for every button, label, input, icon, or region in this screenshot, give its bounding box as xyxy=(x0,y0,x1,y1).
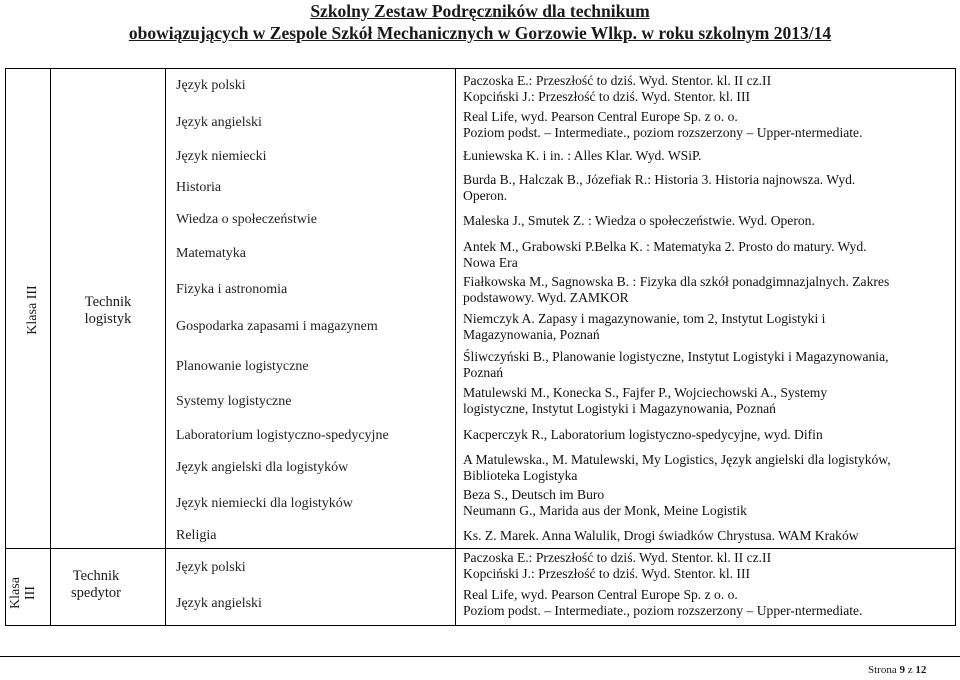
section1-klasa-label: Klasa III xyxy=(25,285,40,335)
book-entry-wos xyxy=(463,213,953,229)
book-line: Ks. Z. Marek. Anna Walulik, Drogi świadków Chrystusa. WAM Kraków xyxy=(463,528,859,543)
page-label: Strona xyxy=(868,664,897,676)
book-entry-laboratorium xyxy=(463,427,953,443)
table-top-border xyxy=(5,68,955,69)
document-title-line1: Szkolny Zestaw Podręczników dla technikum xyxy=(310,1,650,21)
book-entry-systemy xyxy=(463,385,953,417)
book-line: Kacperczyk R., Laboratorium logistyczno-spedycyjne, wyd. Difin xyxy=(463,427,823,442)
book-entry-fizyka xyxy=(463,274,953,306)
subject-item: Laboratorium logistyczno-spedycyjne xyxy=(176,428,389,443)
book-line: Real Life, wyd. Pearson Central Europe Sp. z o. o. xyxy=(463,109,738,124)
section2-klasa-line1: Klasa xyxy=(8,577,23,609)
subject-item: Planowanie logistyczne xyxy=(176,359,309,374)
book-entry-gospodarka xyxy=(463,311,953,343)
column-divider-3 xyxy=(455,68,456,626)
table-bottom-border xyxy=(5,625,956,626)
book-entry-niemiecki xyxy=(463,148,953,164)
book-line: Poziom podst. – Intermediate., poziom rozszerzony – Upper-ntermediate. xyxy=(463,125,863,140)
book-entry-polski xyxy=(463,73,953,105)
book-line: Fiałkowska M., Sagnowska B. : Fizyka dla szkół ponadgimnazjalnych. Zakres xyxy=(463,274,890,289)
footer-rule xyxy=(0,656,960,657)
book-line: Śliwczyński B., Planowanie logistyczne, Instytut Logistyki i Magazynowania, xyxy=(463,349,889,364)
book-entry-religia xyxy=(463,528,953,544)
book-line: Paczoska E.: Przeszłość to dziś. Wyd. Stentor. kl. II cz.II xyxy=(463,550,772,565)
book-line: Maleska J., Smutek Z. : Wiedza o społeczeństwie. Wyd. Operon. xyxy=(463,213,815,228)
section1-technik-label xyxy=(51,294,165,328)
page-of: z xyxy=(907,664,913,676)
section2-technik-label xyxy=(51,568,141,602)
book-line: Kopciński J.: Przeszłość to dziś. Wyd. Stentor. kl. III xyxy=(463,566,751,581)
book-line: Operon. xyxy=(463,188,508,203)
book-line: Paczoska E.: Przeszłość to dziś. Wyd. Stentor. kl. II cz.II xyxy=(463,73,772,88)
column-divider-2 xyxy=(165,68,166,626)
subject-item: Język angielski xyxy=(176,115,262,130)
subject-item: Matematyka xyxy=(176,246,246,261)
subject-item: Religia xyxy=(176,528,217,543)
book-line: Kopciński J.: Przeszłość to dziś. Wyd. Stentor. kl. III xyxy=(463,89,751,104)
book-line: Niemczyk A. Zapasy i magazynowanie, tom 2, Instytut Logistyki i xyxy=(463,311,826,326)
subject-item: Wiedza o społeczeństwie xyxy=(176,212,317,227)
book-entry-angielski-logistykow xyxy=(463,452,953,484)
subject-item: Język niemiecki xyxy=(176,149,267,164)
column-divider-1 xyxy=(50,68,51,626)
book-entry-planowanie xyxy=(463,349,953,381)
table-right-border xyxy=(955,68,956,626)
section2-klasa-label xyxy=(8,563,42,623)
subject-item: Gospodarka zapasami i magazynem xyxy=(176,319,378,334)
book-line: Biblioteka Logistyka xyxy=(463,468,578,483)
page-number xyxy=(868,664,926,676)
total-pages: 12 xyxy=(915,664,927,676)
book-entry-historia xyxy=(463,172,953,204)
book-line: Burda B., Halczak B., Józefiak R.: Historia 3. Historia najnowsza. Wyd. xyxy=(463,172,856,187)
book-line: podstawowy. Wyd. ZAMKOR xyxy=(463,290,629,305)
book-line: Beza S., Deutsch im Buro xyxy=(463,487,605,502)
book-entry-angielski-spedytor xyxy=(463,587,953,619)
book-line: Poznań xyxy=(463,365,504,380)
subject-item: Język angielski dla logistyków xyxy=(176,460,349,475)
section2-technik-line1: Technik xyxy=(72,568,120,584)
subject-item: Fizyka i astronomia xyxy=(176,282,288,297)
subject-item: Język angielski xyxy=(176,596,262,611)
book-line: A Matulewska., M. Matulewski, My Logistics, Język angielski dla logistyków, xyxy=(463,452,891,467)
section1-technik-line2: logistyk xyxy=(84,311,132,327)
current-page: 9 xyxy=(899,664,905,676)
book-line: Real Life, wyd. Pearson Central Europe Sp. z o. o. xyxy=(463,587,738,602)
book-line: Antek M., Grabowski P.Belka K. : Matematyka 2. Prosto do matury. Wyd. xyxy=(463,239,867,254)
book-entry-angielski xyxy=(463,109,953,141)
book-line: Łuniewska K. i in. : Alles Klar. Wyd. WSiP. xyxy=(463,148,702,163)
subject-item: Język niemiecki dla logistyków xyxy=(176,496,353,511)
book-line: Matulewski M., Konecka S., Fajfer P., Wojciechowski A., Systemy xyxy=(463,385,828,400)
book-line: logistyczne, Instytut Logistyki i Magazynowania, Poznań xyxy=(463,401,776,416)
document-title-line2: obowiązujących w Zespole Szkół Mechanicznych w Gorzowie Wlkp. w roku szkolnym 2013/14 xyxy=(128,23,832,43)
subject-item: Systemy logistyczne xyxy=(176,394,292,409)
section-divider xyxy=(5,548,956,549)
book-entry-matematyka xyxy=(463,239,953,271)
table-left-border xyxy=(5,68,6,626)
section1-technik-line1: Technik xyxy=(84,294,132,310)
section2-klasa-line2: III xyxy=(23,586,38,600)
book-line: Poziom podst. – Intermediate., poziom rozszerzony – Upper-ntermediate. xyxy=(463,603,863,618)
section2-technik-line2: spedytor xyxy=(71,585,121,601)
book-line: Neumann G., Marida aus der Monk, Meine Logistik xyxy=(463,503,747,518)
book-entry-niemiecki-logistykow xyxy=(463,487,953,519)
book-entry-polski-spedytor xyxy=(463,550,953,582)
book-line: Magazynowania, Poznań xyxy=(463,327,600,342)
subject-item: Język polski xyxy=(176,560,246,575)
book-line: Nowa Era xyxy=(463,255,518,270)
subject-item: Język polski xyxy=(176,78,246,93)
subject-item: Historia xyxy=(176,180,222,195)
